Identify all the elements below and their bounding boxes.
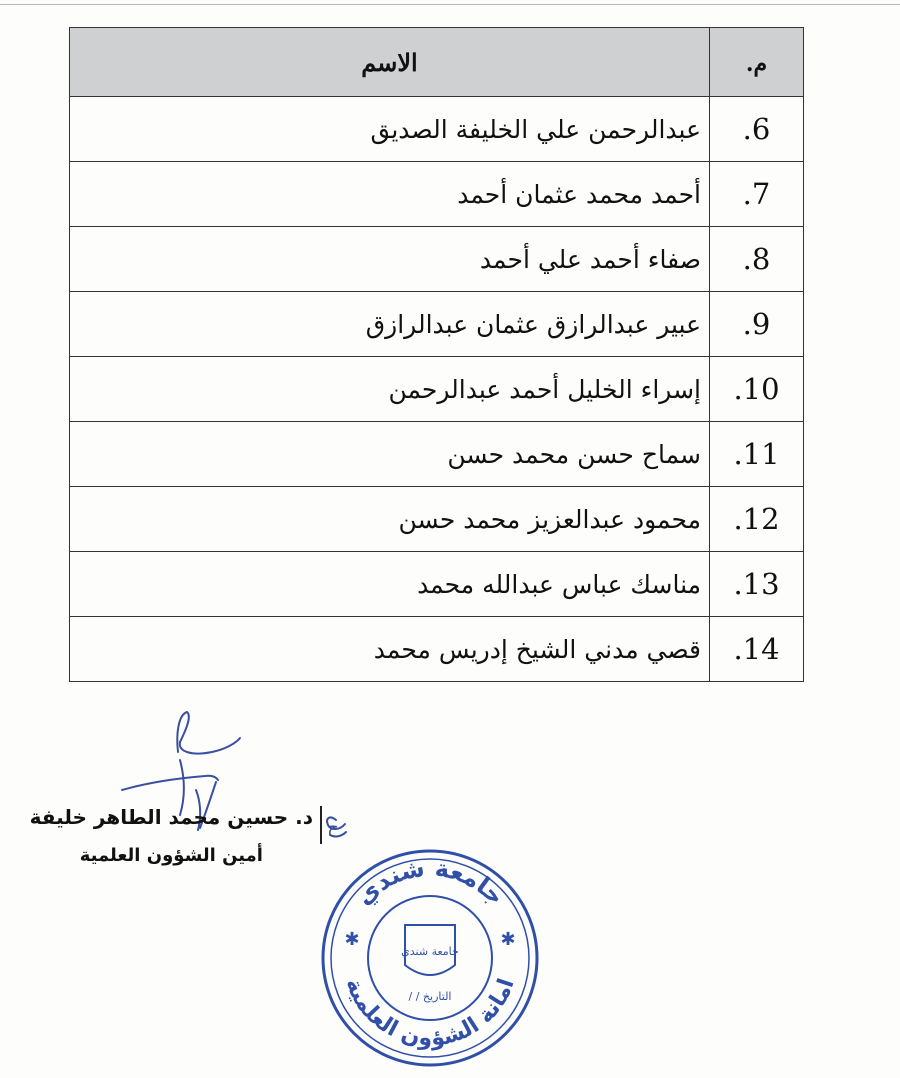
svg-text:جامعة شندي bbox=[350, 854, 510, 911]
row-number: 12. bbox=[710, 487, 804, 552]
row-number: 6. bbox=[710, 97, 804, 162]
row-number: 7. bbox=[710, 162, 804, 227]
header-name: الاسم bbox=[70, 28, 710, 97]
row-number: 9. bbox=[710, 292, 804, 357]
stamp-top-text: جامعة شندي bbox=[350, 853, 511, 911]
row-number: 10. bbox=[710, 357, 804, 422]
table-row bbox=[70, 227, 804, 292]
row-name: قصي مدني الشيخ إدريس محمد bbox=[70, 617, 710, 682]
names-table bbox=[69, 27, 804, 682]
table-row bbox=[70, 617, 804, 682]
signer-title: أمين الشؤون العلمية bbox=[79, 845, 263, 866]
table-row bbox=[70, 552, 804, 617]
header-number: م. bbox=[710, 28, 804, 97]
signature-initial: ح bbox=[327, 817, 339, 838]
stamp-star-right-icon: ✱ bbox=[500, 929, 516, 950]
row-number: 8. bbox=[710, 227, 804, 292]
top-rule bbox=[0, 4, 900, 5]
table-row bbox=[70, 487, 804, 552]
row-number: 13. bbox=[710, 552, 804, 617]
svg-text:امانة الشؤون العلمية bbox=[340, 975, 519, 1051]
row-name: محمود عبدالعزيز محمد حسن bbox=[70, 487, 710, 552]
row-name: سماح حسن محمد حسن bbox=[70, 422, 710, 487]
table-row bbox=[70, 97, 804, 162]
row-name: أحمد محمد عثمان أحمد bbox=[70, 162, 710, 227]
table-row bbox=[70, 422, 804, 487]
stamp-emblem-text: جامعة شندي bbox=[401, 945, 459, 958]
row-name: إسراء الخليل أحمد عبدالرحمن bbox=[70, 357, 710, 422]
row-number: 11. bbox=[710, 422, 804, 487]
row-name: مناسك عباس عبدالله محمد bbox=[70, 552, 710, 617]
row-number: 14. bbox=[710, 617, 804, 682]
stamp-bottom-text: امانة الشؤون العلمية bbox=[340, 975, 520, 1052]
row-name: صفاء أحمد علي أحمد bbox=[70, 227, 710, 292]
table-header-row bbox=[70, 28, 804, 97]
table-row bbox=[70, 292, 804, 357]
stamp-date-label: التاريخ / / bbox=[408, 990, 452, 1003]
signature-divider bbox=[320, 806, 322, 844]
stamp-star-left-icon: ✱ bbox=[344, 929, 360, 950]
table-row bbox=[70, 162, 804, 227]
signer-block bbox=[30, 805, 313, 866]
row-name: عبدالرحمن علي الخليفة الصديق bbox=[70, 97, 710, 162]
signer-name: د. حسين محمد الطاهر خليفة bbox=[29, 805, 313, 829]
row-name: عبير عبدالرازق عثمان عبدالرازق bbox=[70, 292, 710, 357]
table-row bbox=[70, 357, 804, 422]
